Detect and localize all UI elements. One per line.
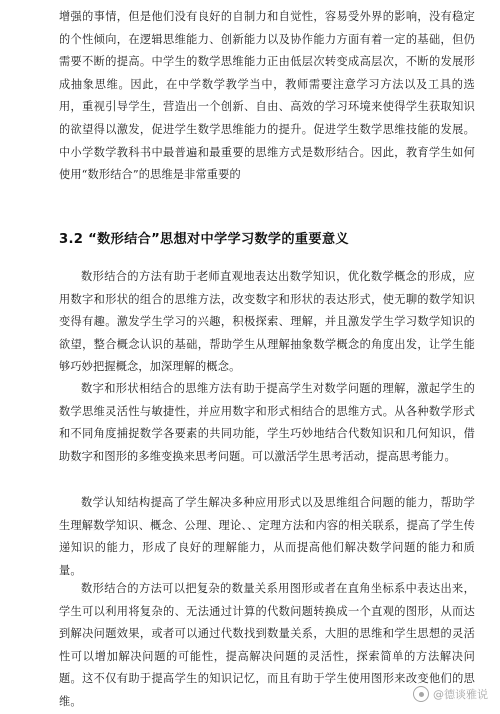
section-heading: 3.2 “数形结合”思想对中学学习数学的重要意义 <box>59 232 349 247</box>
watermark-logo-icon <box>413 686 429 702</box>
watermark-text: @德谈雅说 <box>433 688 488 701</box>
paragraph-2: 数形结合的方法有助于老师直观地表达出数学知识，优化数学概念的形成，应用数字和形状的组合的思维方法，改变数字和形状的表达形式，使无聊的数学知识变得有趣。激发学生学习的兴趣，积极探索、理解，并且激发学生学习数学知识的欲望，整合概念认识的基础，帮助学生从理解抽象数学概念的角度出发，让学生能够巧妙把握概念，加深理解的概念。 <box>59 270 475 374</box>
paragraph-1: 增强的事情，但是他们没有良好的自制力和自觉性，容易受外界的影响，没有稳定的个性倾向，在逻辑思维能力、创新能力以及协作能力方面有着一定的基础，但仍需要不断的提高。中学生的数学思维能力正由低层次转变成高层次，不断的发展形成抽象思维。因此，在中学数学教学当中，教师需要注意学习方法以及工具的选用，重视引导学生，营造出一个创新、自由、高效的学习环境来使得学生获取知识的欲望得以激发，促进学生数学思维能力的提升。促进学生数学思维技能的发展。中小学数学教科书中最普遍和最重要的思维方式是数形结合。因此，教育学生如何使用“数形结合”的思维是非常重要的 <box>59 10 475 182</box>
paragraph-4: 数学认知结构提高了学生解决多种应用形式以及思维组合问题的能力，帮助学生理解数学知识、概念、公理、理论、、定理方法和内容的相关联系，提高了学生传递知识的能力，形成了良好的理解能力，从而提高他们解决数学问题的能力和质量。 <box>59 496 475 577</box>
watermark <box>413 686 488 702</box>
paragraph-3: 数字和形状相结合的思维方法有助于提高学生对数学问题的理解，激起学生的数学思维灵活性与敏捷性，并应用数字和形式相结合的思维方式。从各种数学形式和不同角度捕捉数学各要素的共同功能，学生巧妙地结合代数知识和几何知识，借助数字和图形的多维变换来思考问题。可以激活学生思考活动，提高思考能力。 <box>59 382 475 463</box>
paragraph-5: 数形结合的方法可以把复杂的数量关系用图形或者在直角坐标系中表达出来，学生可以利用将复杂的、无法通过计算的代数问题转换成一个直观的图形，从而达到解决问题效果，或者可以通过代数找到数量关系，大胆的思维和学生思想的灵活性可以增加解决问题的可能性，提高解决问题的灵活性，探索简单的方法解决问题。这不仅有助于提高学生的知识记忆，而且有助于学生使用图形来改变他们的思维。 <box>59 582 475 708</box>
